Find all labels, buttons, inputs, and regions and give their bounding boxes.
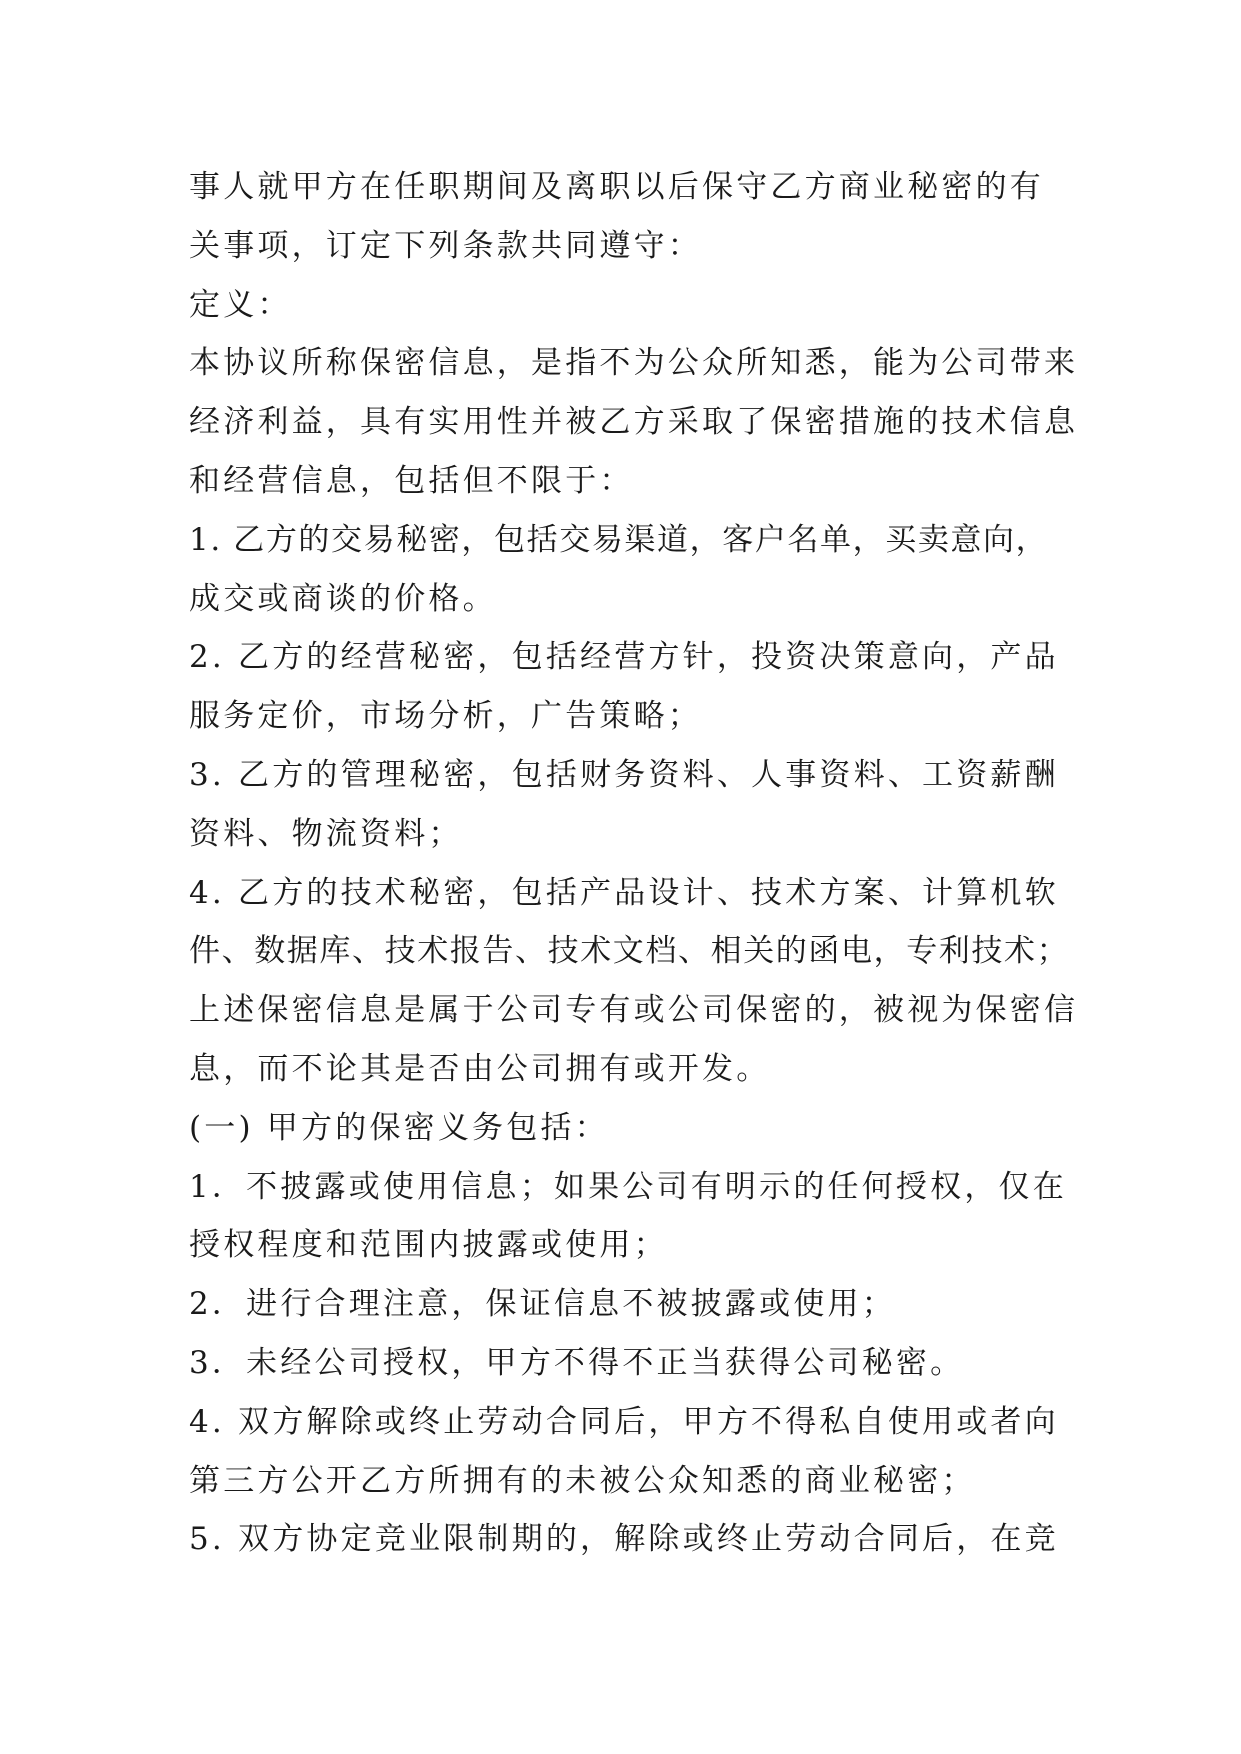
text-line: 上述保密信息是属于公司专有或公司保密的，被视为保密信 (189, 992, 1079, 1029)
text-line: 经济利益，具有实用性并被乙方采取了保密措施的技术信息 (189, 404, 1079, 441)
section-heading: (一) 甲方的保密义务包括： (189, 1109, 609, 1146)
list-item: 3．未经公司授权，甲方不得不正当获得公司秘密。 (189, 1344, 965, 1381)
text-line: 事人就甲方在任职期间及离职以后保守乙方商业秘密的有 (189, 169, 1044, 205)
text-line: 服务定价，市场分析，广告策略； (189, 698, 702, 735)
text-line: 资料、物流资料； (189, 815, 463, 852)
list-item: 4. 双方解除或终止劳动合同后，甲方不得私自使用或者向 (189, 1403, 1059, 1440)
list-item: 5. 双方协定竞业限制期的，解除或终止劳动合同后，在竞 (189, 1521, 1059, 1558)
text-line: 本协议所称保密信息，是指不为公众所知悉，能为公司带来 (189, 345, 1079, 382)
text-line: 息，而不论其是否由公司拥有或开发。 (189, 1050, 771, 1087)
list-item: 1．不披露或使用信息；如果公司有明示的任何授权，仅在 (189, 1168, 1067, 1205)
list-item: 2．进行合理注意，保证信息不被披露或使用； (189, 1286, 896, 1323)
list-item: 4. 乙方的技术秘密，包括产品设计、技术方案、计算机软 (189, 874, 1059, 911)
text-line: 关事项，订定下列条款共同遵守： (189, 227, 702, 264)
list-item: 2. 乙方的经营秘密，包括经营方针，投资决策意向，产品 (189, 639, 1059, 676)
text-line: 第三方公开乙方所拥有的未被公众知悉的商业秘密； (189, 1462, 976, 1499)
document-body (189, 158, 1079, 1569)
text-line: 件、数据库、技术报告、技术文档、相关的函电，专利技术； (189, 933, 1070, 970)
text-line: 授权程度和范围内披露或使用； (189, 1227, 668, 1264)
list-item: 3. 乙方的管理秘密，包括财务资料、人事资料、工资薪酬 (189, 756, 1059, 793)
section-heading: 定义： (189, 286, 292, 323)
text-line: 成交或商谈的价格。 (189, 580, 497, 617)
list-item: 1. 乙方的交易秘密，包括交易渠道，客户名单，买卖意向， (189, 521, 1049, 558)
text-line: 和经营信息，包括但不限于： (189, 462, 634, 499)
